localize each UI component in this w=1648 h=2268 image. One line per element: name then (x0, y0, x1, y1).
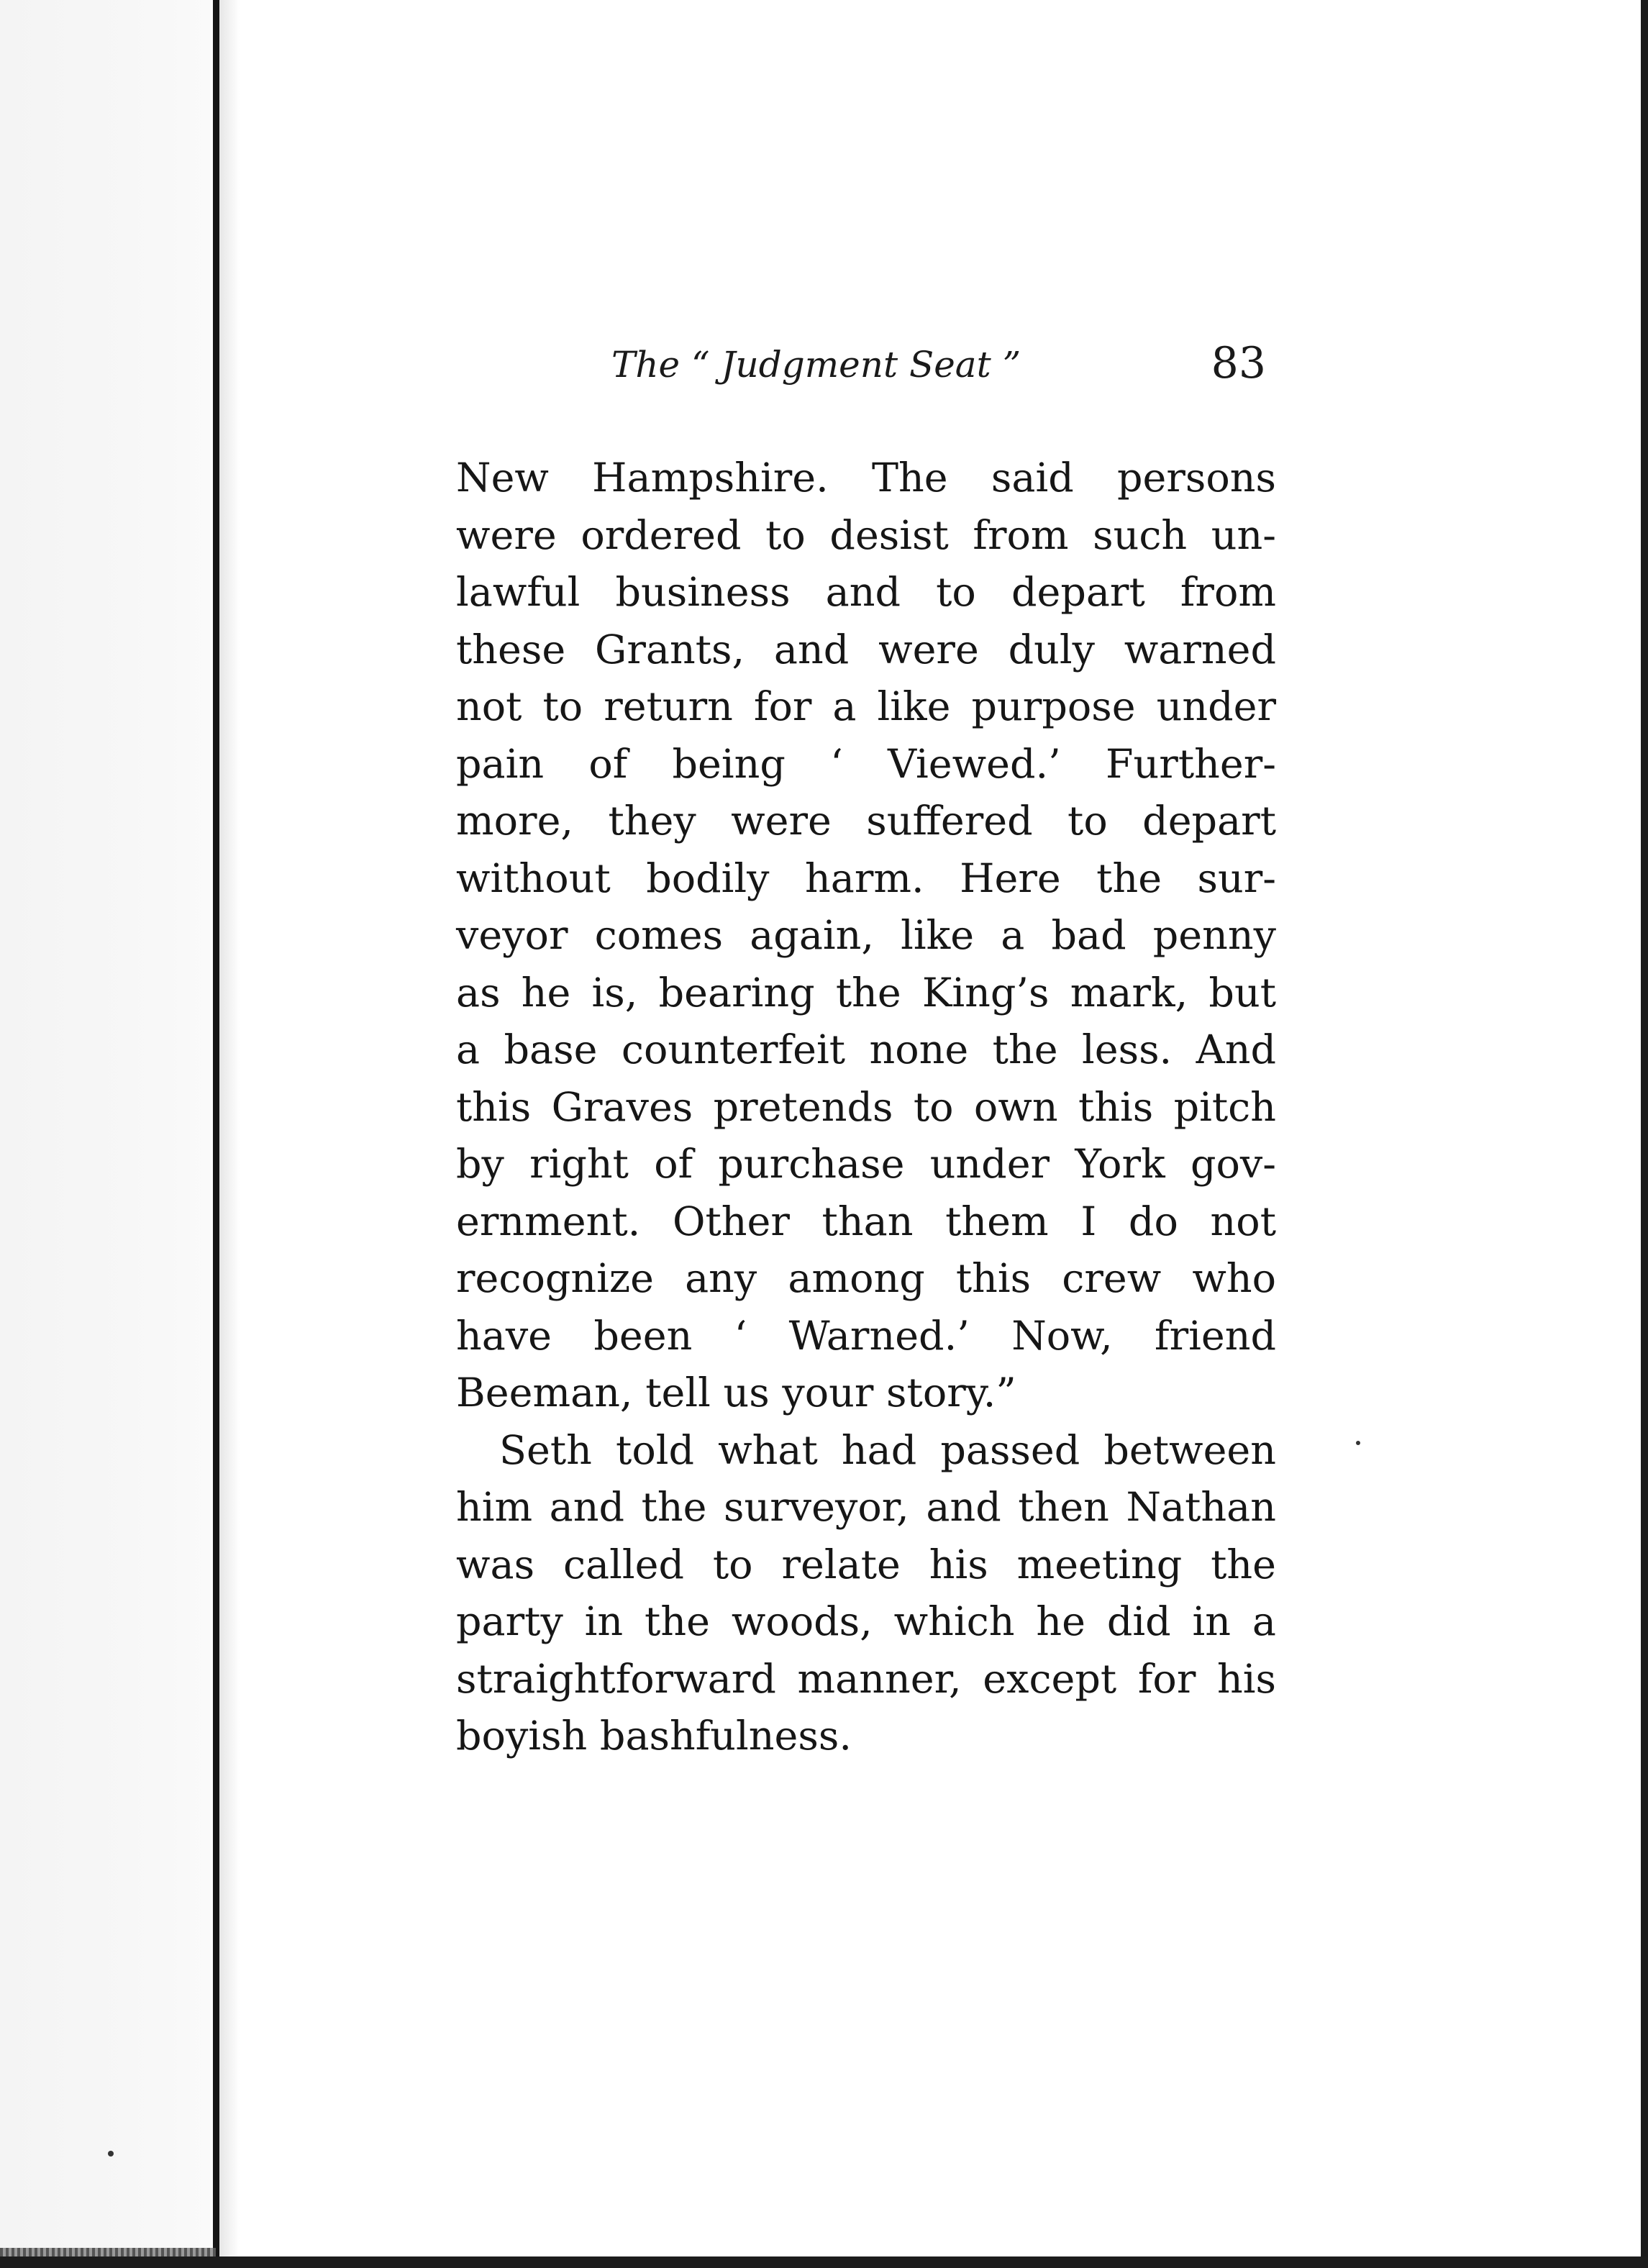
text-line: by right of purchase under York gov- (456, 1141, 1276, 1188)
text-line: not to return for a like purpose under (456, 683, 1276, 730)
text-line: veyor comes again, like a bad penny (456, 912, 1276, 959)
text-line: this Graves pretends to own this pitch (456, 1083, 1276, 1131)
scan-speck (108, 2151, 114, 2157)
running-head (611, 338, 1266, 396)
text-line: party in the woods, which he did in a (456, 1598, 1276, 1645)
text-line: more, they were suffered to depart (456, 798, 1276, 844)
text-line: were ordered to desist from such un- (456, 511, 1276, 559)
paragraph (456, 450, 1276, 1422)
text-line: him and the surveyor, and then Nathan (456, 1484, 1276, 1531)
text-line: have been ‘ Warned.’ Now, friend (456, 1312, 1276, 1360)
paragraph (456, 1422, 1276, 1765)
text-line: recognize any among this crew who (456, 1255, 1276, 1302)
scan-speck (1356, 1441, 1360, 1445)
binding-shadow (219, 0, 240, 2268)
running-head-title: The “ Judgment Seat ” (611, 344, 1021, 386)
text-line: straightforward manner, except for his (456, 1655, 1276, 1703)
text-line: a base counterfeit none the less. And (456, 1026, 1276, 1073)
text-line: these Grants, and were duly warned (456, 626, 1276, 673)
page-number: 83 (1211, 338, 1266, 388)
text-line: lawful business and to depart from (456, 569, 1276, 616)
text-line: New Hampshire. The said persons (456, 455, 1276, 501)
text-line: pain of being ‘ Viewed.’ Further- (456, 740, 1276, 788)
text-line: was called to relate his meeting the (456, 1541, 1276, 1588)
text-line: without bodily harm. Here the sur- (456, 855, 1276, 902)
text-line: as he is, bearing the King’s mark, but (456, 969, 1276, 1016)
text-line: Beeman, tell us your story.” (456, 1370, 1016, 1416)
bottom-scan-edge (0, 2256, 1648, 2268)
text-line: boyish bashfulness. (456, 1713, 852, 1759)
page-binding-margin (0, 0, 216, 2268)
bottom-binding-strip (0, 2248, 216, 2256)
body-text (456, 450, 1276, 1765)
binding-edge-line (213, 0, 219, 2268)
text-line: ernment. Other than them I do not (456, 1198, 1276, 1245)
text-line: Seth told what had passed between (499, 1426, 1276, 1474)
right-scan-edge (1641, 0, 1648, 2268)
